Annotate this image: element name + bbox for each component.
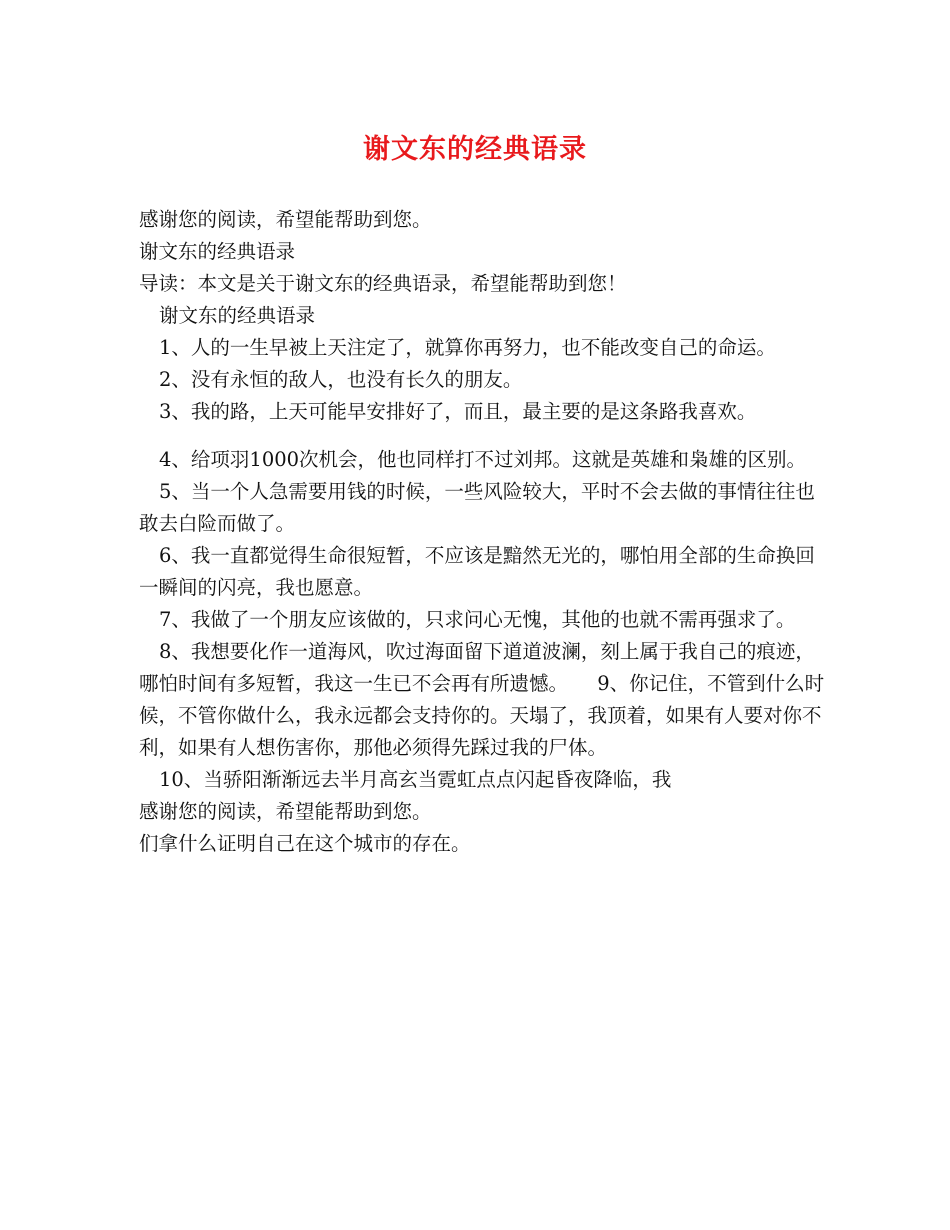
quote-item: 5、当一个人急需要用钱的时候，一些风险较大，平时不会去做的事情往往也敢去白险而做了。	[139, 480, 815, 535]
quote-item: 3、我的路，上天可能早安排好了，而且，最主要的是这条路我喜欢。	[159, 400, 757, 423]
thanks-line: 感谢您的阅读，希望能帮助到您。	[139, 800, 432, 823]
intro-line: 导读：本文是关于谢文东的经典语录，希望能帮助到您！	[139, 272, 627, 295]
quote-item: 1、人的一生早被上天注定了，就算你再努力，也不能改变自己的命运。	[159, 336, 776, 359]
document-title: 谢文东的经典语录	[363, 134, 587, 165]
thanks-line: 感谢您的阅读，希望能帮助到您。	[139, 208, 432, 231]
subtitle-line: 谢文东的经典语录	[139, 240, 296, 263]
quote-item: 6、我一直都觉得生命很短暂，不应该是黯然无光的，哪怕用全部的生命换回一瞬间的闪亮，我也愿意。	[139, 544, 815, 599]
quote-item: 2、没有永恒的敌人，也没有长久的朋友。	[159, 368, 523, 391]
quote-item: 7、我做了一个朋友应该做的，只求问心无愧，其他的也就不需再强求了。	[159, 608, 796, 631]
document-body	[139, 204, 829, 860]
quote-item: 4、给项羽1000次机会，他也同样打不过刘邦。这就是英雄和枭雄的区别。	[159, 448, 807, 471]
section-heading: 谢文东的经典语录	[159, 304, 316, 327]
continuation-line: 们拿什么证明自己在这个城市的存在。	[139, 832, 471, 855]
quote-item: 10、当骄阳渐渐远去半月高玄当霓虹点点闪起昏夜降临，我	[159, 768, 672, 791]
quote-item: 8、我想要化作一道海风，吹过海面留下道道波澜，刻上属于我自己的痕迹，哪怕时间有多短暂，我这一生已不会再有所遗憾。 9、你记住，不管到什么时候，不管你做什么，我永远都会支持你的。天塌了，我顶着，如果有人要对你不利，如果有人想伤害你，那他必须得先踩过我的尸体。	[139, 640, 825, 759]
